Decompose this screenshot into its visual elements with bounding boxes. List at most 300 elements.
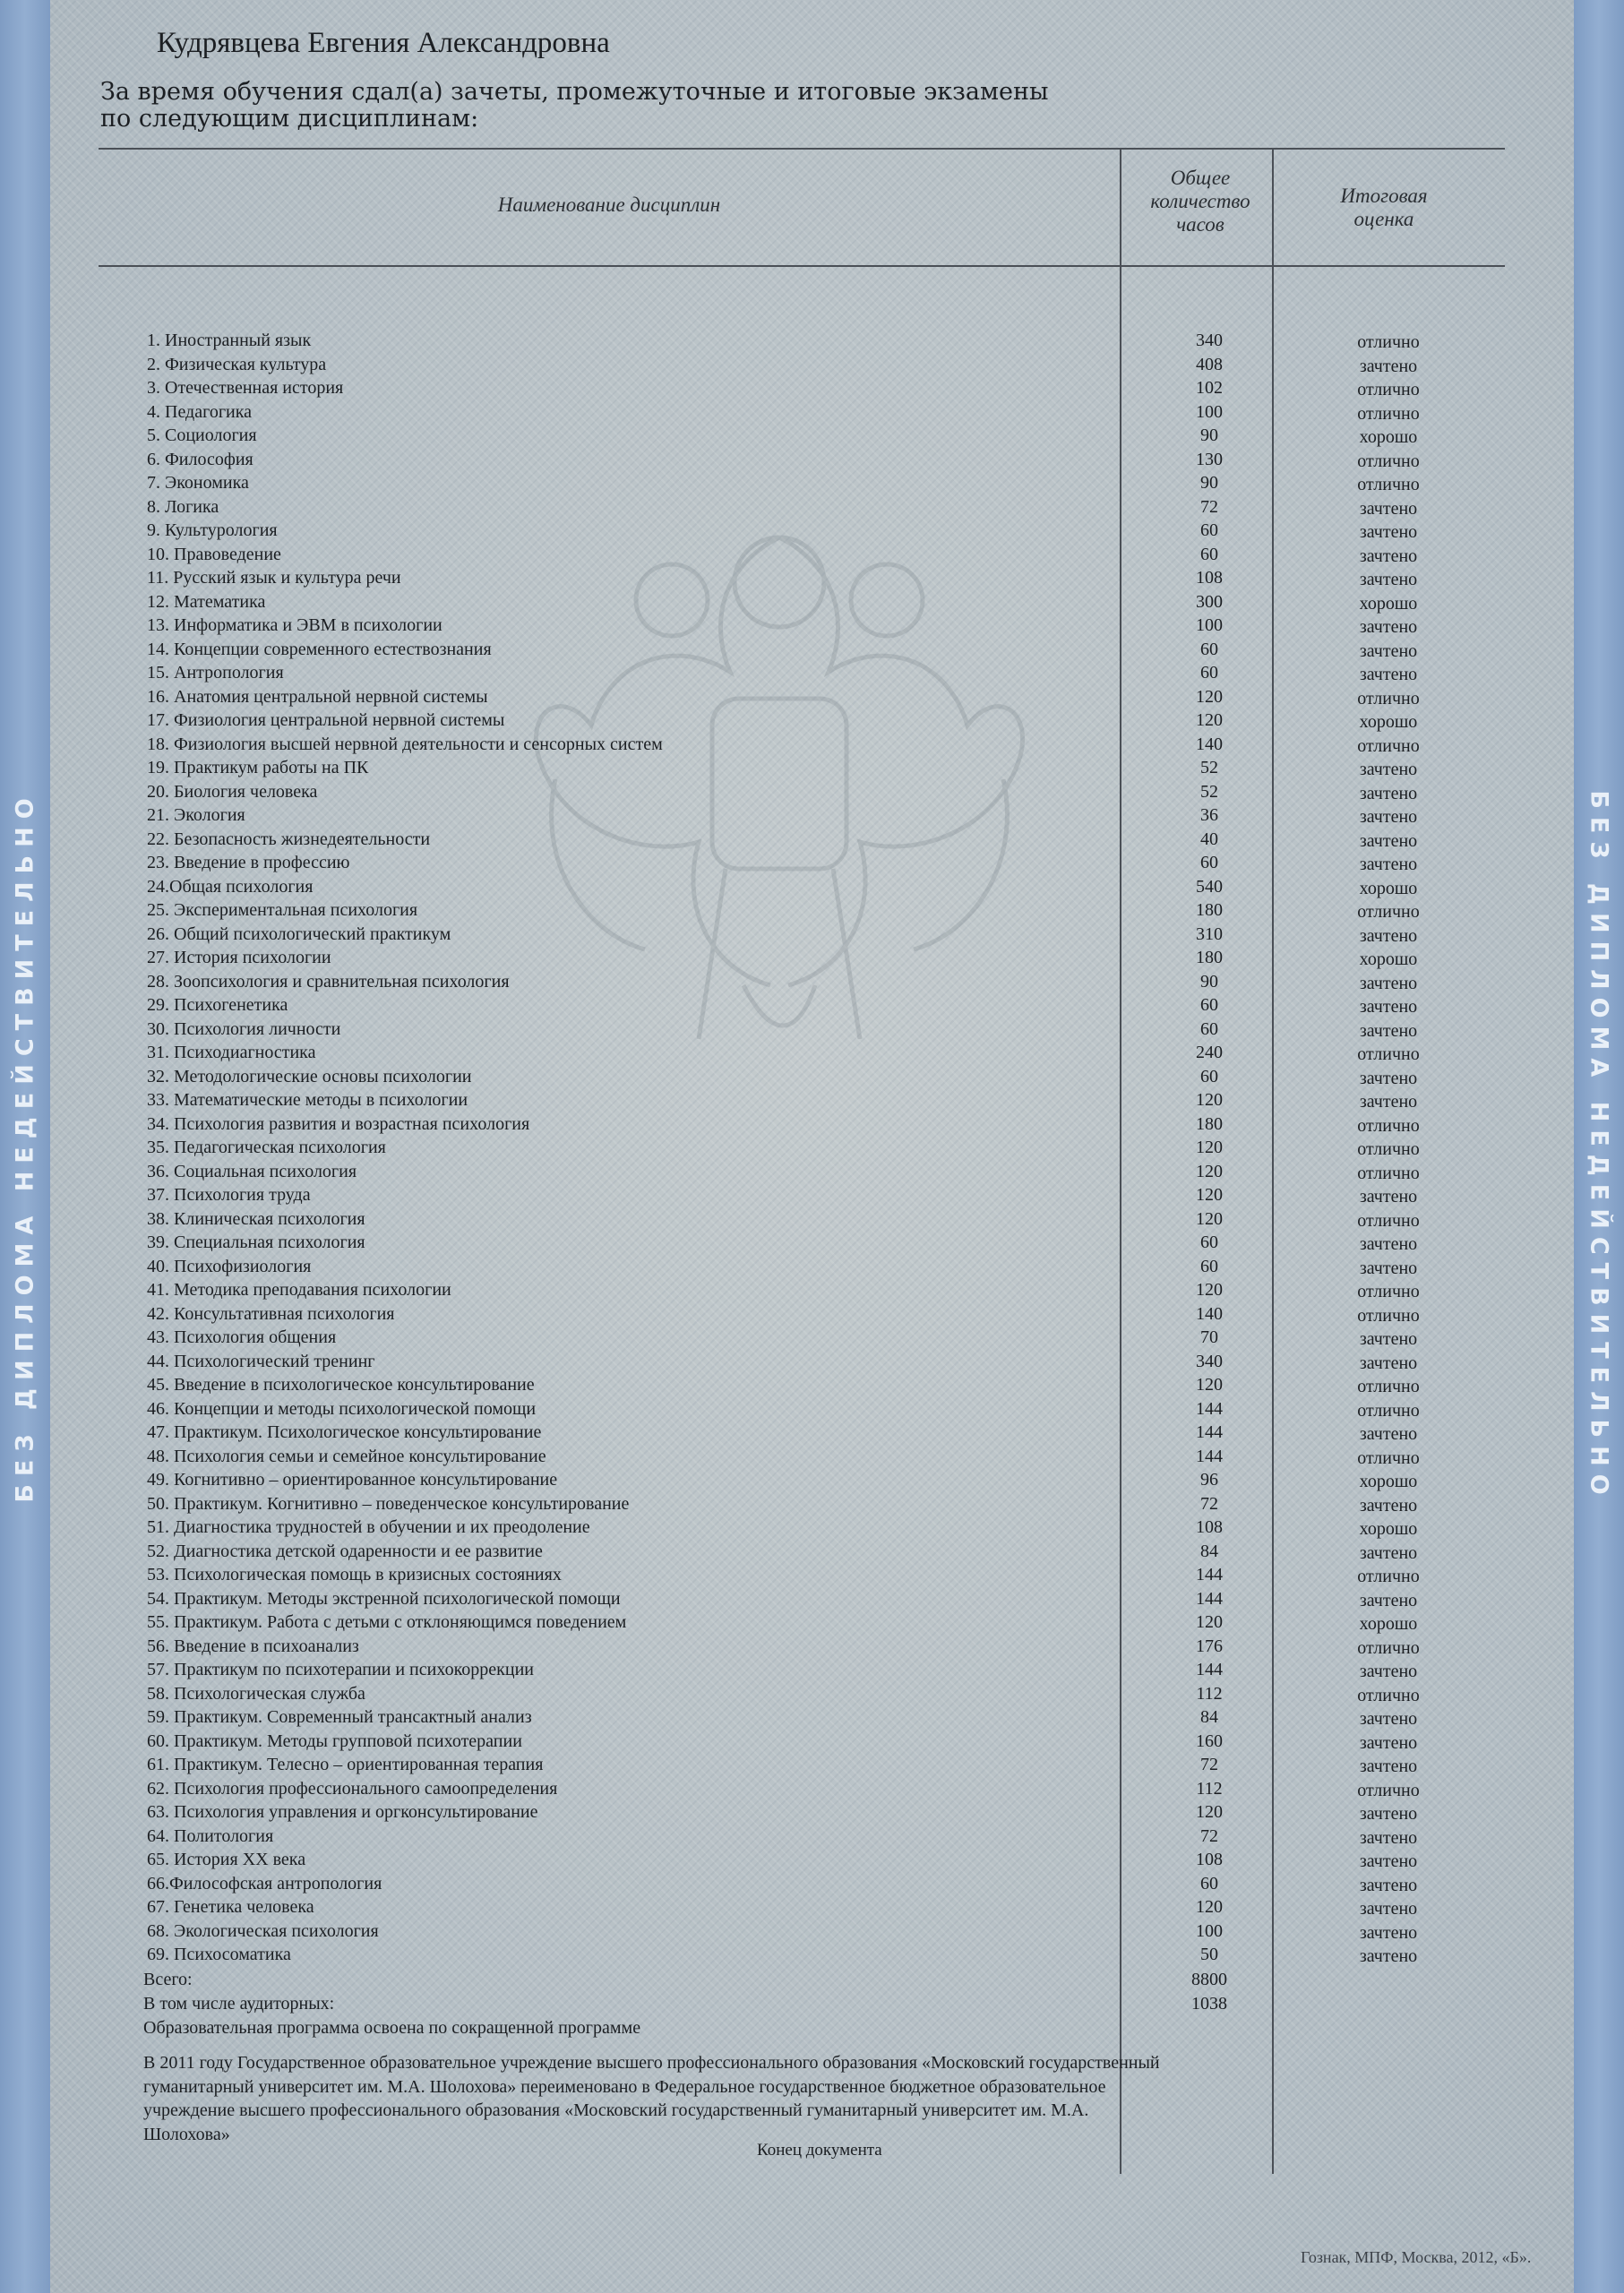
table-row: [0, 615, 1624, 640]
discipline-name: 18. Физиология высшей нервной деятельности и сенсорных систем: [147, 734, 663, 754]
table-row: [0, 1707, 1624, 1731]
discipline-grade: зачтено: [1359, 1542, 1418, 1563]
discipline-name: 1. Иностранный язык: [147, 331, 312, 350]
discipline-name: 48. Психология семьи и семейное консультирование: [147, 1446, 546, 1466]
discipline-grade: зачтено: [1359, 1946, 1418, 1966]
discipline-grade: зачтено: [1359, 1590, 1418, 1610]
discipline-hours: 130: [1196, 449, 1223, 469]
discipline-grade: зачтено: [1359, 1875, 1418, 1895]
table-row: [0, 1589, 1624, 1613]
discipline-grade: зачтено: [1359, 570, 1418, 589]
header-hours-line-2: количество: [1150, 190, 1250, 212]
discipline-hours: 140: [1196, 1303, 1223, 1324]
discipline-name: 41. Методика преподавания психологии: [147, 1280, 451, 1300]
discipline-name: 40. Психофизиология: [147, 1256, 312, 1276]
left-strip-text: БЕЗ ДИПЛОМА НЕДЕЙСТВИТЕЛЬНО: [11, 790, 39, 1503]
discipline-hours: 108: [1196, 1850, 1223, 1869]
discipline-name: 30. Психология личности: [147, 1018, 341, 1039]
discipline-hours: 180: [1196, 1113, 1223, 1134]
discipline-name: 3. Отечественная история: [147, 378, 344, 398]
discipline-hours: 84: [1200, 1541, 1218, 1561]
discipline-name: 56. Введение в психоанализ: [147, 1636, 359, 1656]
table-row: [0, 710, 1624, 734]
discipline-hours: 120: [1196, 1280, 1223, 1300]
table-row: [0, 1257, 1624, 1281]
discipline-name: 66.Философская антропология: [147, 1873, 382, 1894]
discipline-name: 27. История психологии: [147, 948, 331, 967]
discipline-grade: хорошо: [1359, 949, 1418, 969]
discipline-name: 9. Культурология: [147, 520, 278, 540]
table-row: [0, 1731, 1624, 1756]
table-row: [0, 1874, 1624, 1898]
discipline-hours: 340: [1196, 1351, 1223, 1371]
discipline-grade: зачтено: [1359, 855, 1418, 874]
table-row: [0, 782, 1624, 806]
discipline-grade: отлично: [1357, 475, 1420, 494]
table-row: [0, 378, 1624, 402]
table-row: [0, 1375, 1624, 1399]
discipline-grade: зачтено: [1359, 1020, 1418, 1041]
discipline-hours: 120: [1196, 1138, 1223, 1157]
discipline-name: 61. Практикум. Телесно – ориентированная терапия: [147, 1755, 544, 1774]
discipline-name: 22. Безопасность жизнедеятельности: [147, 829, 431, 849]
discipline-hours: 112: [1196, 1683, 1223, 1704]
discipline-name: 55. Практикум. Работа с детьми с отклоняющимся поведением: [147, 1612, 627, 1632]
discipline-hours: 60: [1200, 639, 1218, 659]
discipline-name: 8. Логика: [147, 496, 219, 517]
discipline-grade: отлично: [1357, 332, 1420, 352]
discipline-grade: зачтено: [1359, 760, 1418, 779]
table-top-rule: [99, 148, 1505, 150]
discipline-hours: 310: [1196, 923, 1223, 944]
table-row: [0, 1684, 1624, 1708]
discipline-name: 49. Когнитивно – ориентированное консультирование: [147, 1470, 558, 1490]
discipline-grade: отлично: [1357, 1305, 1420, 1326]
discipline-grade: хорошо: [1359, 1472, 1418, 1491]
end-of-document: Конец документа: [757, 2141, 882, 2160]
discipline-hours: 120: [1196, 710, 1223, 730]
table-row: [0, 1612, 1624, 1636]
discipline-grade: отлично: [1357, 1685, 1420, 1705]
discipline-grade: зачтено: [1359, 1068, 1418, 1088]
discipline-hours: 96: [1200, 1470, 1218, 1490]
auditory-label: В том числе аудиторных:: [143, 1994, 335, 2014]
discipline-grade: зачтено: [1359, 925, 1418, 946]
discipline-grade: зачтено: [1359, 1662, 1418, 1681]
discipline-hours: 72: [1200, 1825, 1218, 1846]
discipline-hours: 60: [1200, 544, 1218, 564]
discipline-grade: отлично: [1357, 403, 1420, 424]
table-row: [0, 1802, 1624, 1826]
discipline-grade: отлично: [1357, 451, 1420, 471]
discipline-name: 5. Социология: [147, 425, 257, 445]
discipline-grade: зачтено: [1359, 1329, 1418, 1349]
table-row: [0, 568, 1624, 592]
table-row: [0, 640, 1624, 664]
discipline-hours: 144: [1196, 1398, 1223, 1419]
discipline-hours: 40: [1200, 829, 1218, 849]
discipline-name: 50. Практикум. Когнитивно – поведенческое консультирование: [147, 1493, 630, 1514]
discipline-grade: отлично: [1357, 1282, 1420, 1301]
discipline-hours: 36: [1200, 805, 1218, 825]
header-total-hours: [1124, 167, 1276, 236]
discipline-grade: зачтено: [1359, 807, 1418, 827]
discipline-name: 32. Методологические основы психологии: [147, 1066, 472, 1086]
table-row: [0, 402, 1624, 426]
discipline-grade: зачтено: [1359, 522, 1418, 542]
discipline-grade: отлично: [1357, 1044, 1420, 1064]
discipline-name: 31. Психодиагностика: [147, 1043, 316, 1062]
discipline-grade: отлично: [1357, 1163, 1420, 1183]
discipline-name: 2. Физическая культура: [147, 354, 327, 374]
table-row: [0, 473, 1624, 497]
discipline-grade: отлично: [1357, 1377, 1420, 1396]
discipline-hours: 72: [1200, 496, 1218, 517]
discipline-name: 35. Педагогическая психология: [147, 1138, 386, 1157]
table-row: [0, 1162, 1624, 1186]
table-row: [0, 1826, 1624, 1851]
printer-imprint: Гознак, МПФ, Москва, 2012, «Б».: [1301, 2248, 1532, 2266]
discipline-grade: отлично: [1357, 1447, 1420, 1468]
discipline-hours: 50: [1200, 1945, 1218, 1964]
discipline-hours: 144: [1196, 1588, 1223, 1609]
discipline-grade: зачтено: [1359, 1851, 1418, 1871]
table-row: [0, 497, 1624, 521]
discipline-name: 51. Диагностика трудностей в обучении и их преодоление: [147, 1517, 590, 1537]
discipline-hours: 60: [1200, 520, 1218, 540]
discipline-name: 37. Психология труда: [147, 1185, 311, 1205]
discipline-name: 24.Общая психология: [147, 876, 314, 897]
table-row: [0, 1565, 1624, 1589]
table-row: [0, 1542, 1624, 1566]
discipline-hours: 120: [1196, 1897, 1223, 1917]
student-name: Кудрявцева Евгения Александровна: [157, 27, 610, 59]
discipline-name: 60. Практикум. Методы групповой психотерапии: [147, 1730, 522, 1751]
discipline-hours: 340: [1196, 331, 1223, 350]
discipline-name: 52. Диагностика детской одаренности и ее развитие: [147, 1541, 543, 1561]
discipline-grade: хорошо: [1359, 712, 1418, 732]
discipline-hours: 60: [1200, 663, 1218, 683]
discipline-grade: зачтено: [1359, 1234, 1418, 1254]
table-row: [0, 1517, 1624, 1542]
discipline-hours: 120: [1196, 1802, 1223, 1822]
discipline-name: 34. Психология развития и возрастная психология: [147, 1113, 530, 1134]
total-hours: 8800: [1191, 1970, 1227, 1989]
discipline-hours: 52: [1200, 758, 1218, 777]
table-row: [0, 1232, 1624, 1257]
discipline-grade: зачтено: [1359, 1092, 1418, 1112]
table-row: [0, 1352, 1624, 1376]
discipline-grade: зачтено: [1359, 1424, 1418, 1444]
disciplines-list: [0, 331, 1624, 1969]
table-row: [0, 331, 1624, 355]
table-row: [0, 829, 1624, 854]
discipline-hours: 60: [1200, 1873, 1218, 1894]
discipline-hours: 52: [1200, 781, 1218, 802]
discipline-grade: отлично: [1357, 1780, 1420, 1800]
rename-note: В 2011 году Государственное образовательное учреждение высшего профессионального образования «Московский государственный гуманитарный университет им. М.А. Шолохова» переименовано в Федеральное государственное бюджетное образовательное учреждение высшего профессионального образования «Московский государственный гуманитарный университет им. М.А. Шолохова»: [143, 2053, 1160, 2144]
total-label: Всего:: [143, 1970, 193, 1989]
discipline-name: 46. Концепции и методы психологической помощи: [147, 1398, 537, 1419]
discipline-hours: 140: [1196, 734, 1223, 754]
discipline-grade: зачтено: [1359, 498, 1418, 519]
table-row: [0, 1114, 1624, 1138]
discipline-hours: 300: [1196, 591, 1223, 612]
discipline-grade: хорошо: [1359, 878, 1418, 898]
discipline-hours: 144: [1196, 1422, 1223, 1442]
table-row: [0, 355, 1624, 379]
discipline-hours: 408: [1196, 354, 1223, 374]
discipline-name: 20. Биология человека: [147, 781, 318, 802]
table-row: [0, 1185, 1624, 1209]
table-row: [0, 1280, 1624, 1304]
discipline-grade: хорошо: [1359, 427, 1418, 447]
discipline-name: 68. Экологическая психология: [147, 1920, 379, 1941]
discipline-hours: 102: [1196, 378, 1223, 398]
table-row: [0, 1755, 1624, 1779]
discipline-grade: отлично: [1357, 1115, 1420, 1136]
discipline-grade: отлично: [1357, 1567, 1420, 1586]
table-header-rule: [99, 265, 1505, 267]
discipline-hours: 70: [1200, 1327, 1218, 1347]
header-grade-line-1: Итоговая: [1340, 185, 1428, 207]
discipline-hours: 108: [1196, 1517, 1223, 1537]
header-final-grade: [1276, 185, 1491, 231]
discipline-hours: 60: [1200, 1256, 1218, 1276]
discipline-grade: зачтено: [1359, 617, 1418, 637]
table-row: [0, 520, 1624, 545]
discipline-name: 53. Психологическая помощь в кризисных состояниях: [147, 1565, 562, 1584]
discipline-grade: зачтено: [1359, 1187, 1418, 1207]
discipline-grade: зачтено: [1359, 545, 1418, 566]
table-row: [0, 1447, 1624, 1471]
header-hours-line-3: часов: [1176, 213, 1224, 236]
discipline-grade: зачтено: [1359, 1732, 1418, 1753]
discipline-grade: зачтено: [1359, 356, 1418, 376]
discipline-hours: 90: [1200, 971, 1218, 992]
table-row: [0, 758, 1624, 782]
discipline-name: 33. Математические методы в психологии: [147, 1090, 468, 1110]
auditory-hours: 1038: [1191, 1994, 1227, 2014]
discipline-grade: отлично: [1357, 1210, 1420, 1231]
intro-line-2: по следующим дисциплинам:: [100, 105, 479, 133]
discipline-grade: отлично: [1357, 735, 1420, 756]
discipline-name: 59. Практикум. Современный трансактный анализ: [147, 1707, 532, 1727]
discipline-hours: 144: [1196, 1565, 1223, 1584]
discipline-grade: зачтено: [1359, 783, 1418, 803]
discipline-name: 7. Экономика: [147, 473, 249, 493]
table-row: [0, 734, 1624, 759]
discipline-hours: 120: [1196, 1612, 1223, 1632]
discipline-grade: отлично: [1357, 1139, 1420, 1159]
discipline-name: 10. Правоведение: [147, 544, 281, 564]
table-row: [0, 1945, 1624, 1969]
discipline-name: 15. Антропология: [147, 663, 284, 683]
discipline-hours: 120: [1196, 1090, 1223, 1110]
table-row: [0, 450, 1624, 474]
table-row: [0, 1138, 1624, 1162]
discipline-hours: 60: [1200, 995, 1218, 1015]
discipline-grade: отлично: [1357, 902, 1420, 922]
table-row: [0, 1209, 1624, 1233]
discipline-hours: 60: [1200, 853, 1218, 872]
discipline-grade: зачтено: [1359, 1353, 1418, 1373]
discipline-name: 26. Общий психологический практикум: [147, 923, 451, 944]
table-row: [0, 1494, 1624, 1518]
table-row: [0, 1043, 1624, 1067]
discipline-name: 29. Психогенетика: [147, 995, 288, 1015]
discipline-hours: 60: [1200, 1232, 1218, 1252]
discipline-hours: 160: [1196, 1730, 1223, 1751]
table-row: [0, 1779, 1624, 1803]
discipline-name: 43. Психология общения: [147, 1327, 337, 1347]
discipline-name: 64. Политология: [147, 1825, 274, 1846]
discipline-name: 42. Консультативная психология: [147, 1303, 395, 1324]
discipline-grade: зачтено: [1359, 1258, 1418, 1278]
discipline-grade: хорошо: [1359, 1614, 1418, 1634]
discipline-grade: отлично: [1357, 380, 1420, 399]
table-row: [0, 1921, 1624, 1945]
program-note: Образовательная программа освоена по сокращенной программе: [143, 2018, 641, 2038]
discipline-hours: 90: [1200, 425, 1218, 445]
discipline-hours: 144: [1196, 1660, 1223, 1679]
discipline-name: 36. Социальная психология: [147, 1161, 357, 1181]
discipline-name: 45. Введение в психологическое консультирование: [147, 1375, 535, 1395]
discipline-name: 13. Информатика и ЭВМ в психологии: [147, 615, 443, 635]
discipline-name: 16. Анатомия центральной нервной системы: [147, 686, 488, 707]
discipline-grade: отлично: [1357, 1637, 1420, 1658]
table-row: [0, 1897, 1624, 1921]
discipline-grade: зачтено: [1359, 665, 1418, 684]
discipline-name: 54. Практикум. Методы экстренной психологической помощи: [147, 1588, 621, 1609]
discipline-name: 6. Философия: [147, 449, 253, 469]
table-row: [0, 924, 1624, 949]
discipline-grade: зачтено: [1359, 1899, 1418, 1919]
discipline-name: 14. Концепции современного естествознания: [147, 639, 492, 659]
discipline-name: 11. Русский язык и культура речи: [147, 568, 401, 588]
discipline-hours: 120: [1196, 1208, 1223, 1229]
discipline-hours: 90: [1200, 473, 1218, 493]
discipline-hours: 144: [1196, 1446, 1223, 1466]
discipline-name: 65. История XX века: [147, 1850, 306, 1869]
discipline-grade: зачтено: [1359, 640, 1418, 661]
discipline-grade: зачтено: [1359, 1804, 1418, 1824]
discipline-grade: зачтено: [1359, 830, 1418, 851]
discipline-hours: 240: [1196, 1043, 1223, 1062]
table-row: [0, 1850, 1624, 1874]
table-row: [0, 948, 1624, 972]
discipline-hours: 180: [1196, 900, 1223, 920]
discipline-grade: зачтено: [1359, 1922, 1418, 1943]
discipline-name: 57. Практикум по психотерапии и психокоррекции: [147, 1660, 534, 1679]
discipline-name: 67. Генетика человека: [147, 1897, 314, 1917]
discipline-name: 39. Специальная психология: [147, 1232, 365, 1252]
discipline-hours: 176: [1196, 1636, 1223, 1656]
right-strip-text: БЕЗ ДИПЛОМА НЕДЕЙСТВИТЕЛЬНО: [1585, 790, 1613, 1503]
discipline-name: 62. Психология профессионального самоопределения: [147, 1778, 558, 1799]
discipline-name: 17. Физиология центральной нервной системы: [147, 710, 505, 730]
discipline-name: 23. Введение в профессию: [147, 853, 350, 872]
table-row: [0, 1422, 1624, 1447]
table-row: [0, 1399, 1624, 1423]
discipline-name: 21. Экология: [147, 805, 245, 825]
table-row: [0, 900, 1624, 924]
discipline-hours: 72: [1200, 1493, 1218, 1514]
table-row: [0, 687, 1624, 711]
intro-text: [100, 79, 1048, 133]
discipline-name: 44. Психологический тренинг: [147, 1351, 375, 1371]
table-row: [0, 805, 1624, 829]
discipline-hours: 100: [1196, 615, 1223, 635]
table-row: [0, 1304, 1624, 1328]
discipline-grade: зачтено: [1359, 1709, 1418, 1729]
discipline-grade: зачтено: [1359, 1827, 1418, 1848]
discipline-hours: 112: [1196, 1778, 1223, 1799]
table-row: [0, 995, 1624, 1019]
discipline-name: 28. Зоопсихология и сравнительная психология: [147, 971, 510, 992]
table-row: [0, 1470, 1624, 1494]
table-row: [0, 1067, 1624, 1091]
discipline-name: 25. Экспериментальная психология: [147, 900, 418, 920]
table-row: [0, 972, 1624, 996]
table-row: [0, 663, 1624, 687]
discipline-name: 19. Практикум работы на ПК: [147, 758, 369, 777]
discipline-name: 58. Психологическая служба: [147, 1683, 365, 1704]
header-grade-line-2: оценка: [1353, 208, 1414, 230]
discipline-name: 4. Педагогика: [147, 401, 253, 422]
table-row: [0, 877, 1624, 901]
discipline-hours: 180: [1196, 948, 1223, 967]
discipline-hours: 100: [1196, 401, 1223, 422]
table-row: [0, 1636, 1624, 1661]
discipline-hours: 120: [1196, 1185, 1223, 1205]
table-row: [0, 592, 1624, 616]
table-row: [0, 1327, 1624, 1352]
discipline-grade: хорошо: [1359, 1519, 1418, 1539]
discipline-grade: зачтено: [1359, 1756, 1418, 1776]
discipline-name: 63. Психология управления и оргконсультирование: [147, 1802, 538, 1822]
table-row: [0, 545, 1624, 569]
discipline-hours: 120: [1196, 1161, 1223, 1181]
header-discipline-name: Наименование дисциплин: [497, 193, 721, 216]
discipline-hours: 72: [1200, 1755, 1218, 1774]
discipline-hours: 120: [1196, 1375, 1223, 1395]
table-row: [0, 1660, 1624, 1684]
header-hours-line-1: Общее: [1170, 167, 1231, 189]
discipline-hours: 60: [1200, 1018, 1218, 1039]
table-row: [0, 853, 1624, 877]
discipline-hours: 60: [1200, 1066, 1218, 1086]
discipline-hours: 120: [1196, 686, 1223, 707]
discipline-hours: 100: [1196, 1920, 1223, 1941]
discipline-name: 47. Практикум. Психологическое консультирование: [147, 1422, 542, 1442]
discipline-hours: 84: [1200, 1707, 1218, 1727]
table-row: [0, 425, 1624, 450]
discipline-hours: 540: [1196, 876, 1223, 897]
discipline-name: 38. Клиническая психология: [147, 1208, 365, 1229]
table-row: [0, 1090, 1624, 1114]
discipline-grade: зачтено: [1359, 973, 1418, 993]
discipline-grade: отлично: [1357, 1400, 1420, 1421]
discipline-grade: хорошо: [1359, 593, 1418, 614]
discipline-name: 69. Психосоматика: [147, 1945, 291, 1964]
discipline-grade: отлично: [1357, 688, 1420, 709]
discipline-grade: зачтено: [1359, 997, 1418, 1017]
discipline-name: 12. Математика: [147, 591, 266, 612]
discipline-grade: зачтено: [1359, 1495, 1418, 1516]
discipline-hours: 108: [1196, 568, 1223, 588]
table-row: [0, 1019, 1624, 1043]
